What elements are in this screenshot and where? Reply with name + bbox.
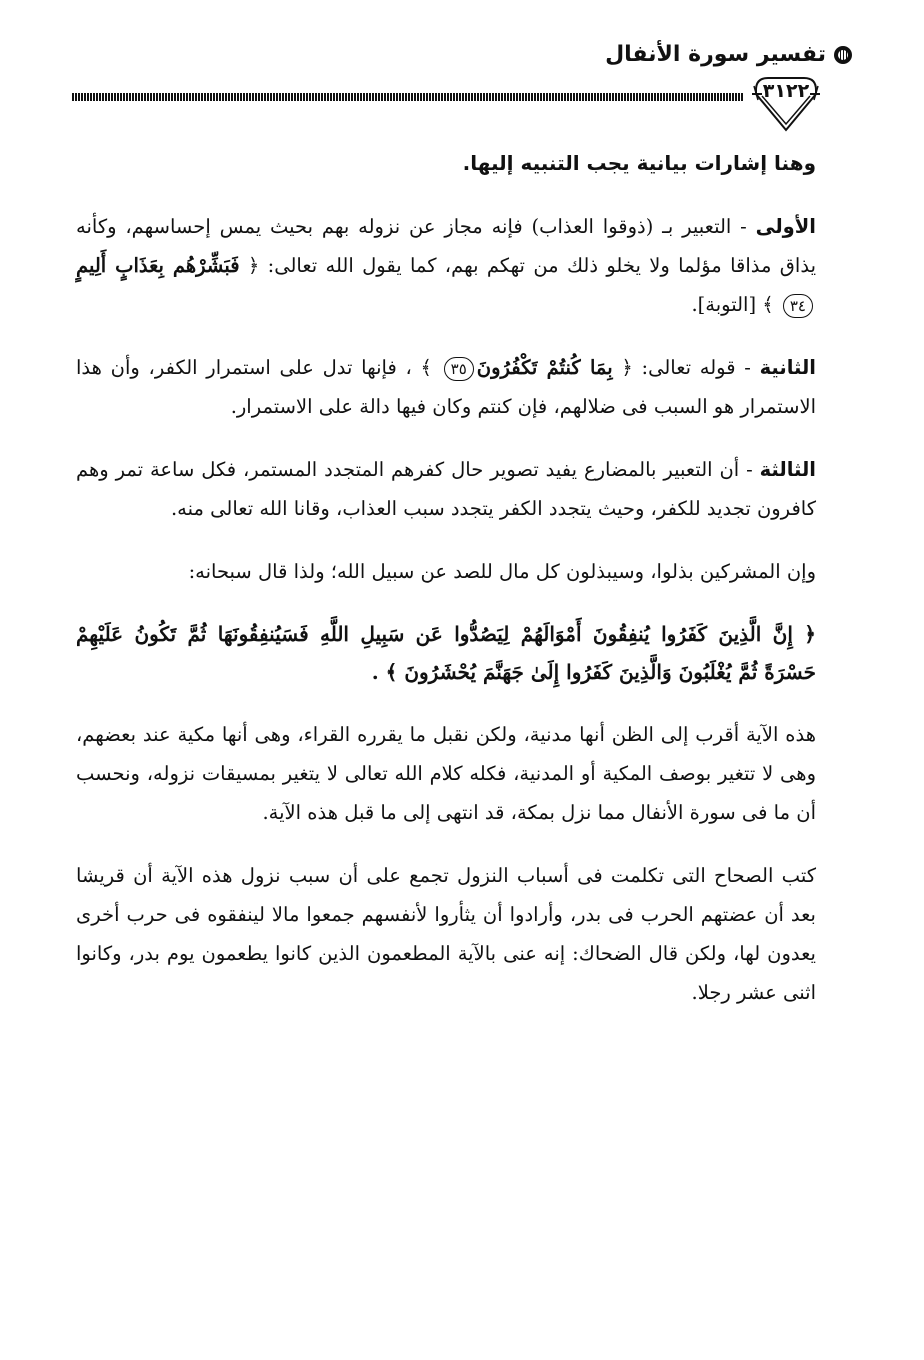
- intro-paragraph: [76, 144, 816, 183]
- quran-verse-first: فَبَشِّرْهُم بِعَذَابٍ أَلِيمٍ: [76, 254, 240, 277]
- quran-verse-block: [76, 615, 816, 691]
- paragraph-sixth-text: كتب الصحاح التى تكلمت فى أسباب النزول تجمع على أن سبب نزول هذه الآية أن قريشا بعد أن عضتهم الحرب فى بدر، وأرادوا أن يثأروا لأنفسهم جمعوا مالا لينفقوه فى حرب أخرى يعدون لها، ولكن قال الضحاك: إنه عنى بالآية المطعمون الذين كانوا يطعمون يوم بدر، وكانوا اثنى عشر رجلا.: [76, 864, 816, 1004]
- paragraph-first: [76, 207, 816, 324]
- paragraph-fourth-text: وإن المشركين بذلوا، وسيبذلون كل مال للصد عن سبيل الله؛ ولذا قال سبحانه:: [188, 560, 816, 583]
- paragraph-first-text-a: - التعبير بـ (ذوقوا العذاب) فإنه مجاز عن نزوله بهم بحيث يمس إحساسهم، وكأنه يذاق مذاقا مؤلما ولا يخلو ذلك من تهكم بهم، كما يقول الله تعالى: ﴿: [76, 215, 816, 277]
- ayah-number-first: ٣٤: [783, 294, 813, 318]
- paragraph-third: [76, 450, 816, 528]
- body-text: [76, 144, 816, 1036]
- label-first: الأولى: [755, 215, 816, 238]
- quran-verse-text: ﴿ إِنَّ الَّذِينَ كَفَرُوا يُنفِقُونَ أَمْوَالَهُمْ لِيَصُدُّوا عَن سَبِيلِ اللَّهِ فَسَيُنفِقُونَهَا ثُمَّ تَكُونُ عَلَيْهِمْ حَسْرَةً ثُمَّ يُغْلَبُونَ وَالَّذِينَ كَفَرُوا إِلَىٰ جَهَنَّمَ يُحْشَرُونَ ﴾ .: [76, 622, 816, 684]
- paragraph-sixth: [76, 856, 816, 1012]
- paragraph-third-text: - أن التعبير بالمضارع يفيد تصوير حال كفرهم المتجدد المستمر، فكل ساعة تمر وهم كافرون تجديد للكفر، وحيث يتجدد الكفر يتجدد سبب العذاب، وقانا الله تعالى منه.: [76, 458, 816, 520]
- label-third: الثالثة: [759, 458, 816, 481]
- paragraph-fifth: [76, 715, 816, 832]
- page-number: ٣١٢٢: [762, 80, 810, 102]
- paragraph-second: [76, 348, 816, 426]
- header-rule: [72, 93, 744, 101]
- label-second: الثانية: [759, 356, 816, 379]
- paragraph-first-text-b: ﴾ [التوبة].: [691, 293, 780, 316]
- paragraph-fourth: [76, 552, 816, 591]
- ayah-number-second: ٣٥: [444, 357, 474, 381]
- quran-verse-second: بِمَا كُنتُمْ تَكْفُرُونَ: [476, 356, 613, 379]
- intro-heading: وهنا إشارات بيانية يجب التنبيه إليها.: [462, 151, 816, 175]
- paragraph-second-text-a: - قوله تعالى: ﴿: [612, 356, 760, 379]
- paragraph-second-text-b: ﴾ ، فإنها تدل على استمرار الكفر، وأن هذا الاستمرار هو السبب فى ضلالهم، فإن كنتم وكان فيها دالة على الاستمرار.: [76, 356, 816, 418]
- header-title: تفسير سورة الأنفال: [605, 42, 826, 67]
- ornament-icon: [834, 46, 852, 64]
- paragraph-fifth-text: هذه الآية أقرب إلى الظن أنها مدنية، ولكن نقبل ما يقرره القراء، وهى أنها مكية عند بعضهم، وهى لا تتغير بوصف المكية أو المدنية، فكله كلام الله تعالى لا يتغير بمسيقات نزوله، ونحسب أن ما فى سورة الأنفال مما نزل بمكة، قد انتهى إلى ما قبل هذه الآية.: [76, 723, 816, 824]
